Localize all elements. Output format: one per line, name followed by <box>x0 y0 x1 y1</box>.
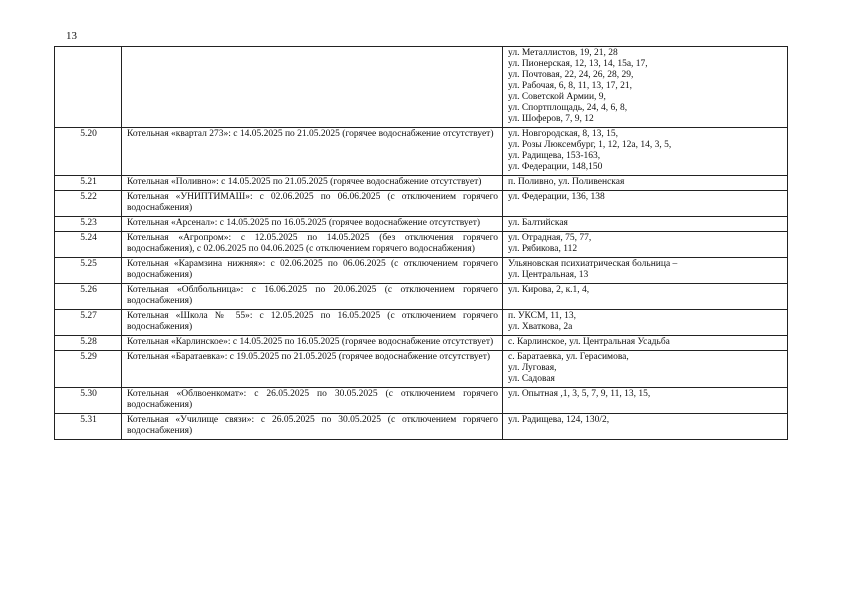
description-text: Котельная «Школа № 55»: с 12.05.2025 по 16.05.2025 (с отключением горячего водоснабжения) <box>127 311 498 332</box>
address-line: ул. Шоферов, 7, 9, 12 <box>508 114 594 124</box>
address-line: ул. Спортплощадь, 24, 4, 6, 8, <box>508 103 628 113</box>
address-line: с. Карлинское, ул. Центральная Усадьба <box>508 337 670 347</box>
table-row <box>55 191 788 217</box>
address-line: ул. Федерации, 148,150 <box>508 162 603 172</box>
description-text: Котельная «Облвоенкомат»: с 26.05.2025 по 30.05.2025 (с отключением горячего водоснабжения) <box>127 389 498 410</box>
boiler-description <box>122 310 503 336</box>
address-list <box>503 310 788 336</box>
row-number: 5.26 <box>55 284 122 310</box>
address-list <box>503 128 788 176</box>
boiler-description <box>122 232 503 258</box>
boiler-description <box>122 351 503 388</box>
row-number: 5.21 <box>55 176 122 191</box>
address-line: ул. Металлистов, 19, 21, 28 <box>508 48 618 58</box>
address-line: ул. Советской Армии, 9, <box>508 92 606 102</box>
table-row <box>55 414 788 440</box>
address-line: ул. Пионерская, 12, 13, 14, 15а, 17, <box>508 59 648 69</box>
table-row <box>55 351 788 388</box>
address-line: ул. Балтийская <box>508 218 568 228</box>
boiler-description <box>122 191 503 217</box>
description-text: Котельная «УНИПТИМАШ»: с 02.06.2025 по 06.06.2025 (с отключением горячего водоснабжения) <box>127 192 498 213</box>
description-text: Котельная «Агропром»: с 12.05.2025 по 14.05.2025 (без отключения горячего водоснабжения), с 02.06.2025 по 04.06.2025 (с отключением горячего водоснабжения) <box>127 233 498 254</box>
address-line: ул. Рабочая, 6, 8, 11, 13, 17, 21, <box>508 81 633 91</box>
table-row <box>55 284 788 310</box>
address-line: ул. Центральная, 13 <box>508 270 589 280</box>
table-row <box>55 310 788 336</box>
table-row <box>55 232 788 258</box>
page-number: 13 <box>66 30 77 42</box>
table-row <box>55 47 788 128</box>
description-text: Котельная «квартал 273»: с 14.05.2025 по 21.05.2025 (горячее водоснабжение отсутствует) <box>127 129 494 139</box>
address-line: ул. Федерации, 136, 138 <box>508 192 605 202</box>
address-line: ул. Луговая, <box>508 363 557 373</box>
address-line: ул. Радищева, 124, 130/2, <box>508 415 610 425</box>
table-row <box>55 336 788 351</box>
description-text: Котельная «Облбольница»: с 16.06.2025 по 20.06.2025 (с отключением горячего водоснабжения) <box>127 285 498 306</box>
address-line: ул. Новгородская, 8, 13, 15, <box>508 129 619 139</box>
address-list <box>503 217 788 232</box>
row-number: 5.28 <box>55 336 122 351</box>
row-number: 5.31 <box>55 414 122 440</box>
boiler-description <box>122 217 503 232</box>
address-list <box>503 351 788 388</box>
description-text: Котельная «Училище связи»: с 26.05.2025 по 30.05.2025 (с отключением горячего водоснабжения) <box>127 415 498 436</box>
table-body <box>55 47 788 440</box>
address-line: ул. Радищева, 153-163, <box>508 151 601 161</box>
address-line: ул. Отрадная, 75, 77, <box>508 233 592 243</box>
address-list <box>503 284 788 310</box>
address-list <box>503 414 788 440</box>
address-line: ул. Кирова, 2, к.1, 4, <box>508 285 590 295</box>
boiler-description <box>122 47 503 128</box>
address-list <box>503 176 788 191</box>
address-line: п. УКСМ, 11, 13, <box>508 311 576 321</box>
address-line: с. Баратаевка, ул. Герасимова, <box>508 352 629 362</box>
address-line: ул. Рябикова, 112 <box>508 244 578 254</box>
row-number: 5.27 <box>55 310 122 336</box>
address-list <box>503 388 788 414</box>
address-line: ул. Опытная ,1, 3, 5, 7, 9, 11, 13, 15, <box>508 389 651 399</box>
table-row <box>55 176 788 191</box>
address-list <box>503 47 788 128</box>
row-number: 5.22 <box>55 191 122 217</box>
table-row <box>55 258 788 284</box>
description-text: Котельная «Баратаевка»: с 19.05.2025 по 21.05.2025 (горячее водоснабжение отсутствует) <box>127 352 491 362</box>
address-line: ул. Розы Люксембург, 1, 12, 12а, 14, 3, 5, <box>508 140 672 150</box>
address-list <box>503 258 788 284</box>
description-text: Котельная «Поливно»: с 14.05.2025 по 21.05.2025 (горячее водоснабжение отсутствует) <box>127 177 482 187</box>
table-row <box>55 388 788 414</box>
row-number: 5.20 <box>55 128 122 176</box>
table-row <box>55 217 788 232</box>
row-number: 5.30 <box>55 388 122 414</box>
row-number: 5.29 <box>55 351 122 388</box>
address-line: ул. Хваткова, 2а <box>508 322 573 332</box>
address-list <box>503 232 788 258</box>
address-line: ул. Почтовая, 22, 24, 26, 28, 29, <box>508 70 634 80</box>
table-row <box>55 128 788 176</box>
address-list <box>503 336 788 351</box>
row-number: 5.25 <box>55 258 122 284</box>
address-line: Ульяновская психиатрическая больница – <box>508 259 678 269</box>
description-text: Котельная «Арсенал»: с 14.05.2025 по 16.05.2025 (горячее водоснабжение отсутствует) <box>127 218 481 228</box>
boiler-description <box>122 284 503 310</box>
boiler-description <box>122 258 503 284</box>
description-text: Котельная «Карлинское»: с 14.05.2025 по 16.05.2025 (горячее водоснабжение отсутствует) <box>127 337 494 347</box>
boiler-description <box>122 336 503 351</box>
boiler-description <box>122 128 503 176</box>
boiler-description <box>122 388 503 414</box>
boiler-description <box>122 176 503 191</box>
description-text: Котельная «Карамзина нижняя»: с 02.06.2025 по 06.06.2025 (с отключением горячего водоснабжения) <box>127 259 498 280</box>
boiler-description <box>122 414 503 440</box>
row-number: 5.23 <box>55 217 122 232</box>
address-list <box>503 191 788 217</box>
address-line: п. Поливно, ул. Поливенская <box>508 177 625 187</box>
boiler-shutdown-table <box>54 46 788 440</box>
row-number <box>55 47 122 128</box>
row-number: 5.24 <box>55 232 122 258</box>
address-line: ул. Садовая <box>508 374 555 384</box>
